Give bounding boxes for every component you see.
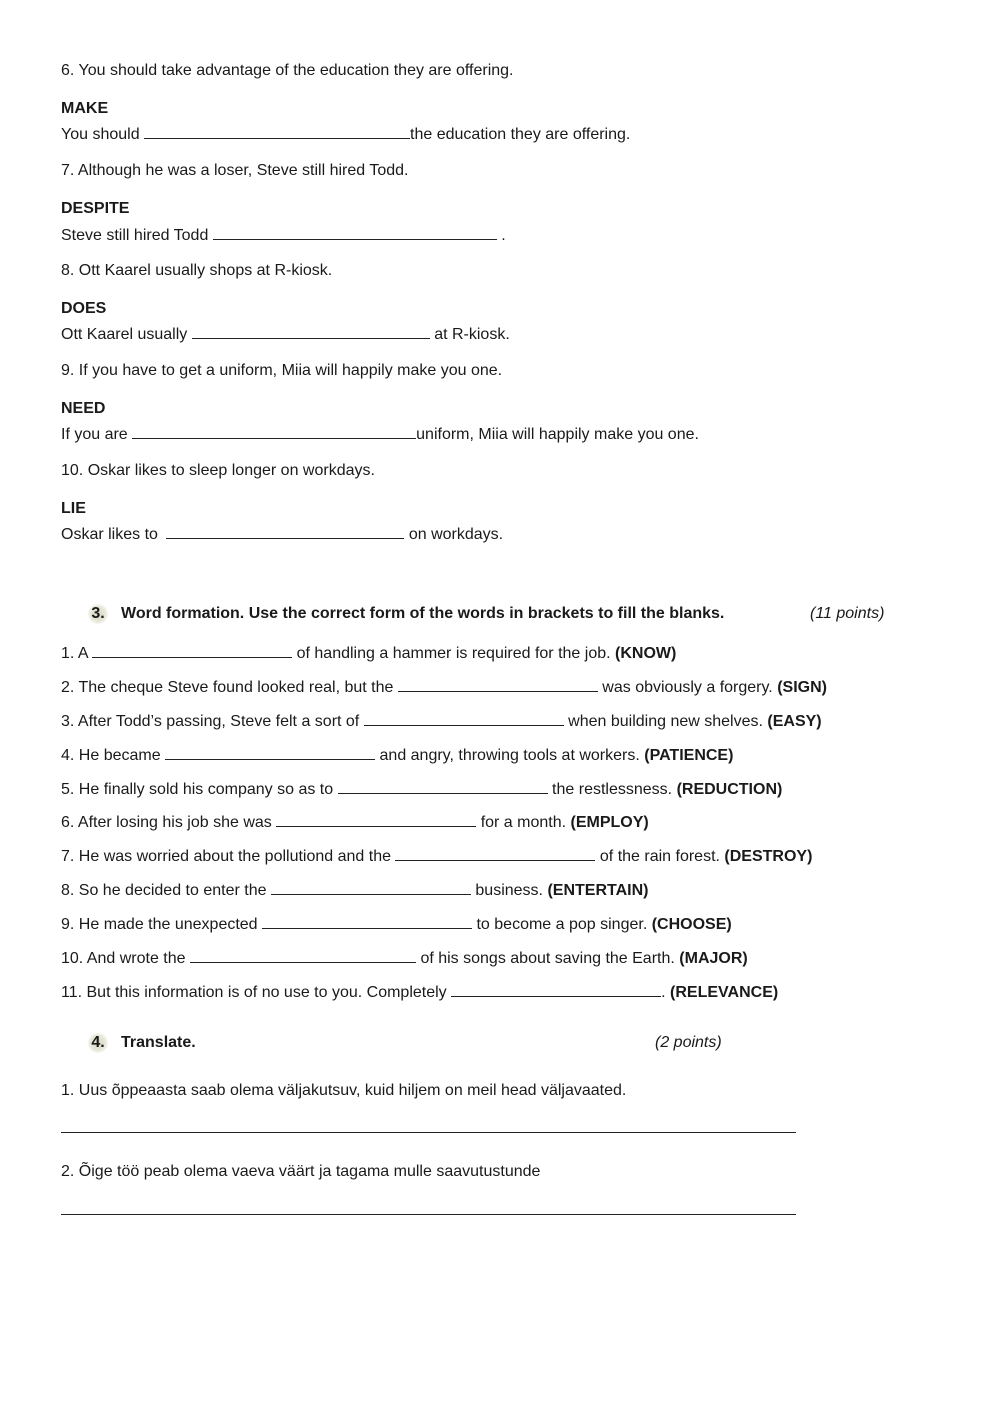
section-3-points: (11 points) — [810, 605, 885, 622]
transform-keyword-6: MAKE — [61, 100, 109, 117]
transform-answer-line-8 — [61, 323, 510, 345]
translate-answer-line-2[interactable] — [61, 1214, 796, 1215]
word-formation-item-2 — [61, 676, 827, 698]
item-text-before: 10. And wrote the — [61, 950, 186, 967]
answer-prefix: If you are — [61, 426, 128, 443]
answer-blank[interactable] — [213, 224, 497, 240]
answer-blank[interactable] — [166, 523, 404, 539]
base-word: (EMPLOY) — [570, 814, 649, 831]
item-text-before: 1. A — [61, 645, 88, 662]
section-3-number: 3. — [88, 604, 108, 624]
word-blank[interactable] — [92, 642, 292, 658]
transform-question-7: 7. Although he was a loser, Steve still hired Todd. — [61, 162, 409, 179]
word-formation-item-6 — [61, 811, 649, 833]
base-word: (ENTERTAIN) — [547, 882, 649, 899]
answer-blank[interactable] — [192, 323, 430, 339]
transform-answer-line-9 — [61, 423, 699, 445]
section-4-title: Translate. — [121, 1034, 196, 1051]
word-blank[interactable] — [364, 710, 564, 726]
word-blank[interactable] — [338, 778, 548, 794]
answer-prefix: You should — [61, 126, 140, 143]
answer-blank[interactable] — [144, 123, 410, 139]
section-4-points: (2 points) — [655, 1034, 722, 1051]
answer-suffix: at R-kiosk. — [434, 326, 510, 343]
item-text-before: 8. So he decided to enter the — [61, 882, 267, 899]
item-text-before: 7. He was worried about the pollutiond and the — [61, 848, 391, 865]
word-blank[interactable] — [451, 981, 661, 997]
word-formation-item-9 — [61, 913, 732, 935]
transform-keyword-7: DESPITE — [61, 200, 130, 217]
answer-prefix: Steve still hired Todd — [61, 227, 209, 244]
item-text-before: 6. After losing his job she was — [61, 814, 272, 831]
translate-question-1: 1. Uus õppeaasta saab olema väljakutsuv, kuid hiljem on meil head väljavaated. — [61, 1082, 627, 1099]
item-text-after: to become a pop singer. — [476, 916, 648, 933]
transform-question-9: 9. If you have to get a uniform, Miia will happily make you one. — [61, 362, 503, 379]
word-blank[interactable] — [395, 845, 595, 861]
base-word: (DESTROY) — [724, 848, 813, 865]
item-text-before: 2. The cheque Steve found looked real, but the — [61, 679, 394, 696]
section-3-title: Word formation. Use the correct form of the words in brackets to fill the blanks. — [121, 605, 725, 622]
transform-answer-line-7 — [61, 224, 506, 246]
base-word: (REDUCTION) — [676, 781, 783, 798]
word-formation-item-8 — [61, 879, 648, 901]
item-text-after: of his songs about saving the Earth. — [420, 950, 675, 967]
item-text-after: when building new shelves. — [568, 713, 763, 730]
transform-question-8: 8. Ott Kaarel usually shops at R-kiosk. — [61, 262, 333, 279]
base-word: (PATIENCE) — [644, 747, 734, 764]
base-word: (MAJOR) — [679, 950, 748, 967]
answer-suffix: the education they are offering. — [410, 126, 631, 143]
item-text-after: was obviously a forgery. — [602, 679, 773, 696]
answer-suffix: on workdays. — [408, 526, 504, 543]
item-text-before: 5. He finally sold his company so as to — [61, 781, 334, 798]
word-blank[interactable] — [276, 811, 476, 827]
base-word: (SIGN) — [777, 679, 827, 696]
word-formation-item-11 — [61, 981, 778, 1003]
transform-keyword-9: NEED — [61, 400, 106, 417]
word-blank[interactable] — [398, 676, 598, 692]
item-text-after: and angry, throwing tools at workers. — [379, 747, 640, 764]
base-word: (CHOOSE) — [651, 916, 732, 933]
translate-question-2: 2. Õige töö peab olema vaeva väärt ja tagama mulle saavutustunde — [61, 1163, 541, 1180]
item-text-before: 9. He made the unexpected — [61, 916, 258, 933]
item-text-after: the restlessness. — [552, 781, 673, 798]
word-formation-item-7 — [61, 845, 812, 867]
item-text-after: . — [661, 984, 666, 1001]
item-text-before: 11. But this information is of no use to you. Completely — [61, 984, 447, 1001]
section-4-number: 4. — [88, 1033, 108, 1053]
word-blank[interactable] — [165, 744, 375, 760]
item-text-before: 4. He became — [61, 747, 161, 764]
answer-prefix: Ott Kaarel usually — [61, 326, 188, 343]
transform-question-10: 10. Oskar likes to sleep longer on workdays. — [61, 462, 375, 479]
section-4-heading — [88, 1033, 196, 1053]
item-text-after: of handling a hammer is required for the job. — [296, 645, 611, 662]
answer-suffix: . — [501, 227, 506, 244]
word-blank[interactable] — [262, 913, 472, 929]
item-text-before: 3. After Todd’s passing, Steve felt a sort of — [61, 713, 360, 730]
transform-answer-line-6 — [61, 123, 630, 145]
word-formation-item-5 — [61, 778, 782, 800]
word-formation-item-1 — [61, 642, 676, 664]
base-word: (EASY) — [767, 713, 822, 730]
transform-keyword-10: LIE — [61, 500, 86, 517]
item-text-after: for a month. — [480, 814, 567, 831]
transform-question-6: 6. You should take advantage of the education they are offering. — [61, 62, 514, 79]
word-formation-item-4 — [61, 744, 733, 766]
answer-prefix: Oskar likes to — [61, 526, 158, 543]
item-text-after: of the rain forest. — [599, 848, 720, 865]
base-word: (RELEVANCE) — [670, 984, 779, 1001]
word-formation-item-10 — [61, 947, 748, 969]
word-blank[interactable] — [190, 947, 416, 963]
item-text-after: business. — [475, 882, 543, 899]
base-word: (KNOW) — [615, 645, 677, 662]
word-formation-item-3 — [61, 710, 822, 732]
transform-keyword-8: DOES — [61, 300, 107, 317]
section-3-heading — [88, 604, 724, 624]
answer-blank[interactable] — [132, 423, 416, 439]
translate-answer-line-1[interactable] — [61, 1132, 796, 1133]
answer-suffix: uniform, Miia will happily make you one. — [416, 426, 699, 443]
word-blank[interactable] — [271, 879, 471, 895]
transform-answer-line-10 — [61, 523, 503, 545]
